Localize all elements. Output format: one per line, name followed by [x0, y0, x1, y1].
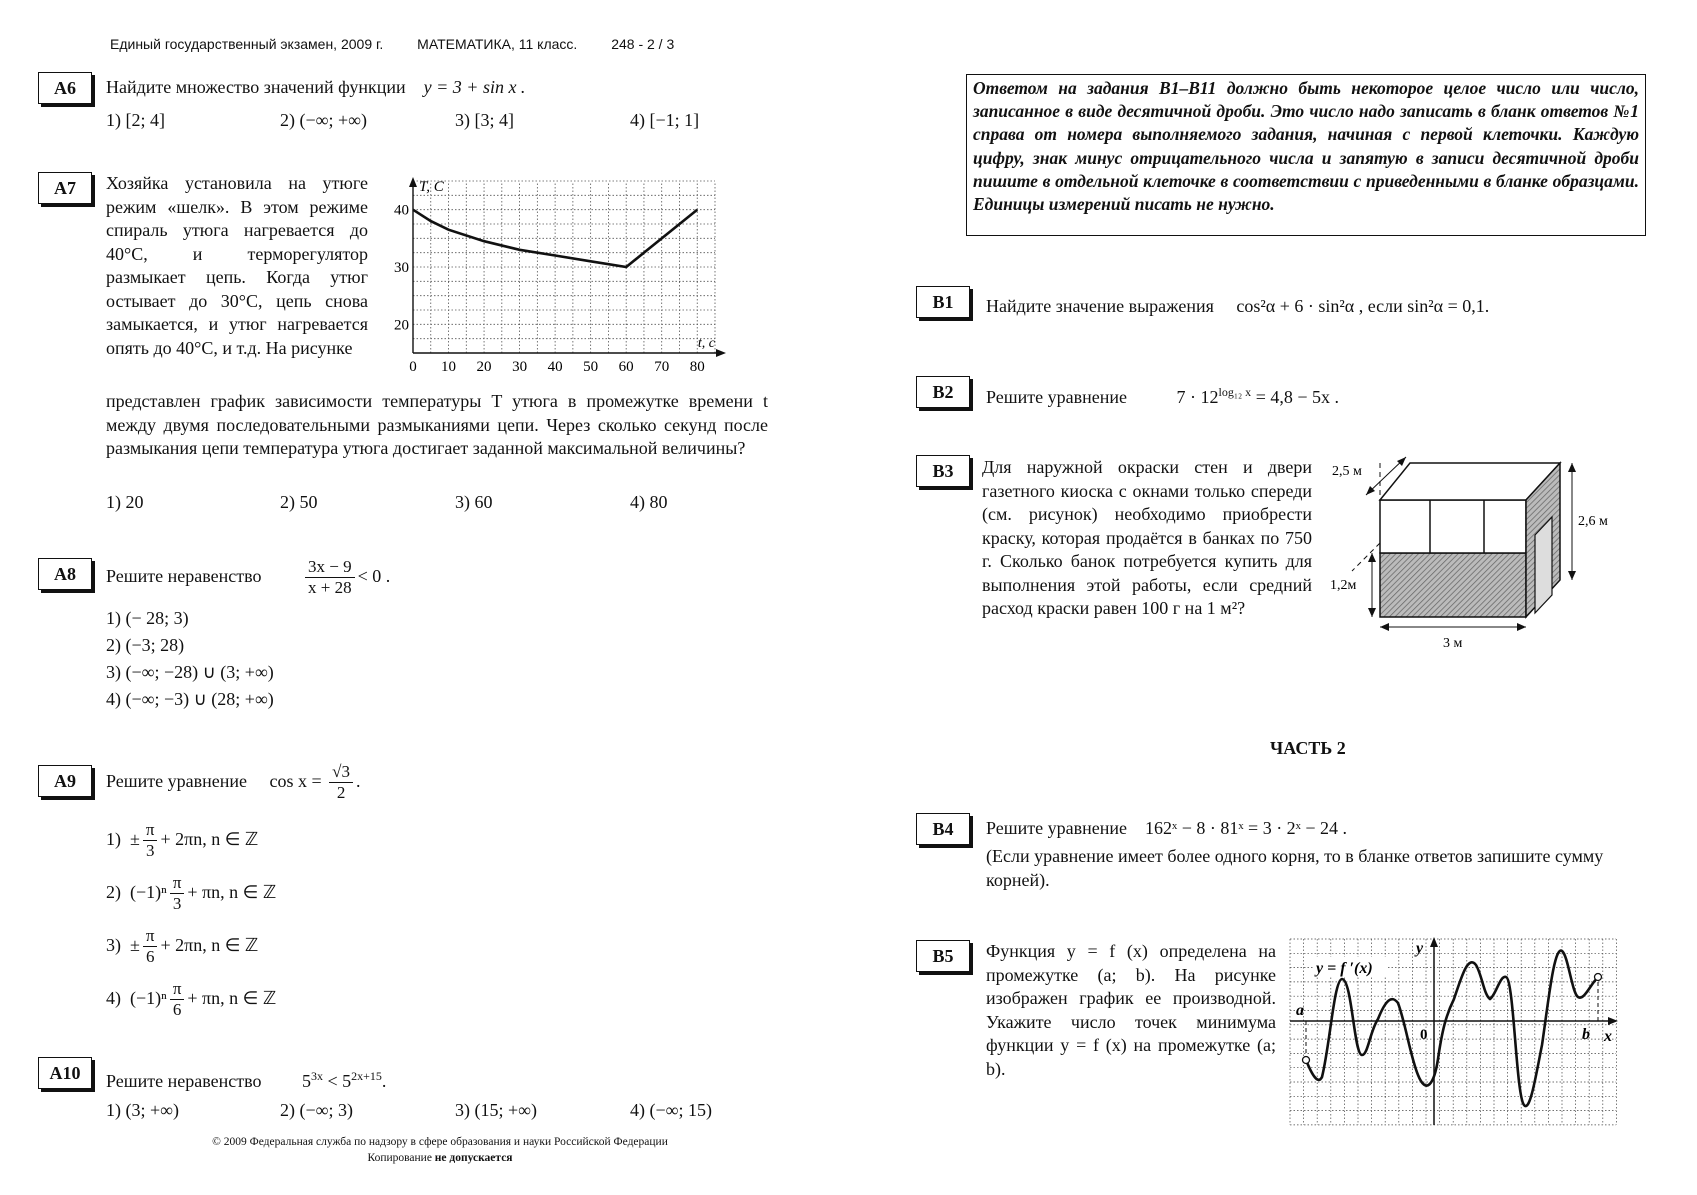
a10-option-1: 1) (3; +∞) — [106, 1100, 179, 1120]
a9-option-2: 2) (−1)ⁿ $\frac{\pi}{3}$ + πn, n ∈ ℤ — [106, 873, 277, 914]
derivative-graph — [1286, 935, 1620, 1127]
question-label-a8: А8 — [38, 558, 92, 590]
part-2-heading: ЧАСТЬ 2 — [1270, 738, 1346, 758]
chart-x-tick-label: 40 — [547, 359, 563, 375]
b4-note: (Если уравнение имеет более одного корня, то в бланке ответов запишите сумму корней). — [986, 846, 1604, 890]
answer-instructions: Ответом на задания В1–В11 должно быть некоторое целое число или число, записанное в виде десятичной дроби. Это число надо записать в бланк ответов №1 справа от номера выполняемого задания, начиная с первой клеточки. Каждую цифру, знак минус отрицательного числа и запятую в записи десятичной дроби пишите в отдельной клеточке в соответствии с приведенными в бланке образцами. Единицы измерений писать не нужно. — [966, 74, 1646, 236]
chart-x-tick-label: 70 — [654, 359, 670, 375]
b4-expression: 162ˣ − 8 · 81ˣ = 3 · 2ˣ − 24 . — [1144, 818, 1348, 838]
a10-option-4: 4) (−∞; 15) — [630, 1100, 712, 1120]
a6-option-4: 4) [−1; 1] — [630, 110, 700, 130]
chart-x-tick-label: 10 — [441, 359, 457, 375]
chart-y-tick-label: 40 — [394, 202, 409, 219]
graph-a-label: a — [1296, 1002, 1304, 1019]
kiosk-figure — [1330, 455, 1640, 655]
question-label-b3: В3 — [916, 455, 970, 487]
a6-text: Найдите множество значений функции y = 3 + sin x . — [106, 77, 526, 97]
chart-x-tick-label: 60 — [618, 359, 634, 375]
question-label-a9: А9 — [38, 765, 92, 797]
page-header — [110, 36, 704, 52]
question-label-b4: В4 — [916, 813, 970, 845]
graph-b-label: b — [1582, 1026, 1590, 1043]
a10-text: Решите неравенство $5^{3x} < 5^{2x+15}$. — [106, 1069, 387, 1091]
chart-x-tick-label: 80 — [689, 359, 705, 375]
question-label-a6: А6 — [38, 72, 92, 104]
b5-text: Функция y = f (x) определена на промежутке (a; b). На рисунке изображен график ее производной. Укажите число точек минимума функции y = f (x) на промежутке (a; b). — [986, 941, 1276, 1079]
a6-formula: y = 3 + sin x . — [423, 77, 526, 97]
a7-option-3: 3) 60 — [455, 492, 493, 512]
a6-option-1: 1) [2; 4] — [106, 110, 165, 130]
chart-y-tick-label: 30 — [394, 260, 409, 276]
chart-ylabel: T, С — [419, 179, 444, 195]
chart-x-tick-label: 30 — [512, 359, 528, 375]
a7-text-side: Хозяйка установила на утюге режим «шелк». В этом режиме спираль утюга нагревается до 40°С, и терморегулятор размыкает цепь. Когда утюг остывает до 30°С, цепь снова замыкается, и утюг нагревается опять до 40°С, и т.д. На рисунке — [106, 173, 368, 358]
question-label-b1: В1 — [916, 286, 970, 318]
a8-option-3: 3) (−∞; −28) ∪ (3; +∞) — [106, 662, 274, 682]
a6-option-3: 3) [3; 4] — [455, 110, 514, 130]
a7-option-2: 2) 50 — [280, 492, 318, 512]
b4-text: Решите уравнение 162ˣ − 8 · 81ˣ = 3 · 2ˣ − 24 . — [986, 818, 1348, 838]
question-label-a10: А10 — [38, 1057, 92, 1089]
chart-xlabel: t, с — [697, 336, 715, 351]
exam-title: Единый государственный экзамен, 2009 г. — [110, 36, 384, 52]
graph-y-axis-label: y — [1416, 940, 1424, 957]
graph-function-label: y = f ′(x) — [1316, 960, 1373, 977]
a9-text: Решите уравнение cos x = $\frac{√3}{2}$ . — [106, 762, 361, 803]
graph-open-point-b — [1595, 974, 1602, 981]
a9-option-3: 3) ± $\frac{\pi}{6}$ + 2πn, n ∈ ℤ — [106, 926, 259, 967]
chart-x-tick-label: 50 — [583, 359, 599, 375]
b2-text: Решите уравнение $7 \cdot 12^{log_{12} x} = 4,8 - 5x$ . — [986, 385, 1339, 407]
question-label-a7: А7 — [38, 172, 92, 204]
b1-text: Найдите значение выражения cos²α + 6 · sin²α , если sin²α = 0,1. — [986, 296, 1490, 316]
kiosk-lower-label: 1,2м — [1330, 578, 1357, 593]
chart-y-tick-label: 20 — [394, 317, 409, 334]
graph-origin-label: 0 — [1420, 1027, 1428, 1043]
chart-x-tick-label: 20 — [476, 359, 492, 375]
a10-option-2: 2) (−∞; 3) — [280, 1100, 353, 1120]
question-label-b5: В5 — [916, 940, 970, 972]
copyright-footer: © 2009 Федеральная служба по надзору в сфере образования и науки Российской Федерации Копирование не допускается — [212, 1136, 668, 1164]
a8-option-4: 4) (−∞; −3) ∪ (28; +∞) — [106, 689, 274, 709]
b1-expression: cos²α + 6 · sin²α , если sin²α = 0,1. — [1236, 296, 1490, 316]
kiosk-width-label: 3 м — [1443, 636, 1463, 651]
graph-x-axis-label: x — [1604, 1028, 1612, 1045]
subject-title: МАТЕМАТИКА, 11 класс. — [417, 36, 578, 52]
b3-text: Для наружной окраски стен и двери газетного киоска с окнами только спереди (см. рисунок) необходимо приобрести краску, которая продаётся в банках по 750 г. Сколько банок потребуется купить для выполнения этой работы, если средний расход краски равен 100 г на 1 м²? — [982, 457, 1312, 618]
page-number: 248 - 2 / 3 — [611, 36, 675, 52]
kiosk-depth-label: 2,5 м — [1332, 464, 1362, 479]
a9-option-4: 4) (−1)ⁿ $\frac{\pi}{6}$ + πn, n ∈ ℤ — [106, 979, 277, 1020]
a6-option-2: 2) (−∞; +∞) — [280, 110, 367, 130]
a8-fraction: $\frac{3x - 9}{x + 28}$ — [305, 557, 355, 598]
kiosk-height-label: 2,6 м — [1578, 514, 1608, 529]
a7-text-below: представлен график зависимости температуры T утюга в промежутке времени t между двумя последовательными размыканиями цепи. Через сколько секунд после размыкания цепи температура утюга достигает заданной максимальной величины? — [106, 391, 768, 458]
temperature-chart — [370, 175, 750, 375]
a9-option-1: 1) ± $\frac{\pi}{3}$ + 2πn, n ∈ ℤ — [106, 820, 259, 861]
chart-x-tick-label: 0 — [409, 359, 417, 375]
a8-option-1: 1) (− 28; 3) — [106, 608, 189, 628]
a10-option-3: 3) (15; +∞) — [455, 1100, 537, 1120]
a7-option-4: 4) 80 — [630, 492, 668, 512]
a8-text: Решите неравенство $\frac{3x - 9}{x + 28}$ < 0 . — [106, 557, 391, 598]
graph-open-point-a — [1303, 1057, 1310, 1064]
question-label-b2: В2 — [916, 376, 970, 408]
a8-option-2: 2) (−3; 28) — [106, 635, 185, 655]
a7-option-1: 1) 20 — [106, 492, 144, 512]
a9-fraction: $\frac{√3}{2}$ — [329, 762, 353, 803]
